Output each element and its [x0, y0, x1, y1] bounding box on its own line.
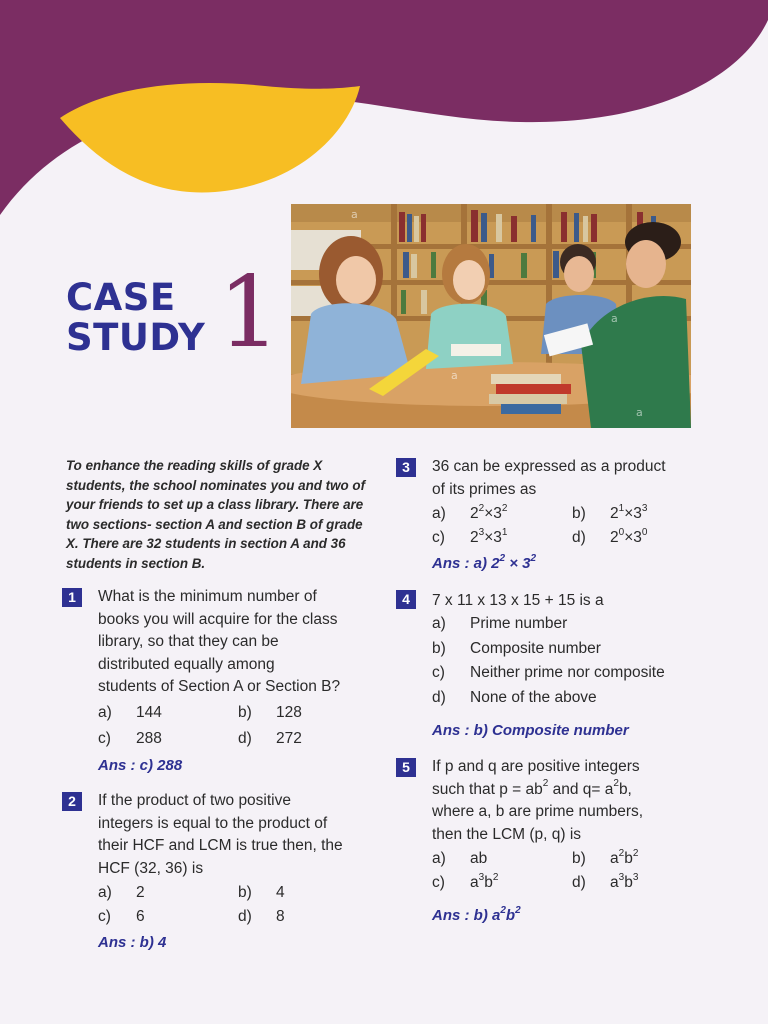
option-c: c) Neither prime nor composite: [432, 664, 665, 681]
option-a: a) 2: [98, 884, 145, 901]
question-text-line: of its primes as: [432, 480, 537, 498]
option-c: c) $a^3b^2$: [432, 871, 499, 891]
option-b: b) 128: [238, 704, 302, 721]
question-text-line: HCF (32, 36) is: [98, 859, 204, 877]
option-c: c) $2^3\times 3^1$: [432, 526, 508, 546]
yellow-wave: [60, 83, 360, 193]
answer-text: Ans : b) $a^2b^2$: [432, 905, 521, 924]
title-line-case: CASE: [66, 276, 176, 319]
answer-text: Ans : b) 4: [98, 934, 167, 951]
question-text-line: distributed equally among: [98, 655, 275, 673]
answer-text: Ans : b) Composite number: [432, 722, 629, 739]
option-b: b) Composite number: [432, 640, 601, 657]
question-number-badge: 1: [62, 588, 82, 607]
question-text-line: then the LCM (p, q) is: [432, 825, 582, 843]
option-b: b) $2^1\times 3^3$: [572, 502, 648, 522]
question-text-line: 36 can be expressed as a product: [432, 458, 666, 475]
answer-text: Ans : c) 288: [98, 757, 183, 774]
option-b: b) $a^2b^2$: [572, 847, 639, 867]
title-line-study: STUDY: [66, 316, 206, 359]
option-d: d) $a^3b^3$: [572, 871, 639, 891]
option-a: a) 144: [98, 704, 162, 721]
svg-text:a: a: [636, 406, 643, 419]
option-c: c) 6: [98, 908, 145, 925]
question-text-line: books you will acquire for the class: [98, 610, 338, 628]
question-text-line: If the product of two positive: [98, 792, 291, 809]
case-study-number: 1: [218, 256, 281, 370]
svg-text:a: a: [351, 208, 358, 221]
question-text-line: If p and q are positive integers: [432, 758, 640, 775]
question-text-line: 7 x 11 x 13 x 15 + 15 is a: [432, 592, 604, 609]
question-number-badge: 2: [62, 792, 82, 811]
book-stack: [489, 374, 571, 414]
option-d: d) $2^0\times 3^0$: [572, 526, 648, 546]
question-text-line: library, so that they can be: [98, 633, 279, 650]
svg-text:a: a: [451, 369, 458, 382]
option-b: b) 4: [238, 884, 285, 901]
students-library-photo: [291, 204, 691, 428]
question-number-badge: 5: [396, 758, 416, 777]
question-text-line: such that $p = ab^2$ and $q= a^2b$,: [432, 778, 632, 798]
question-text-line: where a, b are prime numbers,: [432, 803, 644, 820]
option-a: a) $2^2\times 3^2$: [432, 502, 508, 522]
case-study-intro: To enhance the reading skills of grade X students, the school nominates you and two of your friends to set up a class library. There are two sections- section A and section B of grade X. There are 32 students in section A and 36 students in section B.: [66, 458, 366, 571]
question-text-line: integers is equal to the product of: [98, 814, 328, 832]
option-a: a) ab: [432, 850, 488, 867]
svg-text:a: a: [611, 312, 618, 325]
answer-text: Ans : a) $2^2 \times 3^2$: [432, 553, 537, 572]
page-title: [66, 278, 205, 358]
option-d: d) None of the above: [432, 689, 597, 706]
option-d: d) 8: [238, 908, 285, 925]
question-text-line: students of Section A or Section B?: [98, 678, 341, 695]
option-a: a) Prime number: [432, 615, 568, 632]
question-text-line: their HCF and LCM is true then, the: [98, 837, 343, 854]
option-c: c) 288: [98, 730, 162, 747]
question-text-line: What is the minimum number of: [98, 588, 317, 605]
question-number-badge: 3: [396, 458, 416, 477]
option-d: d) 272: [238, 730, 302, 747]
question-number-badge: 4: [396, 590, 416, 609]
header-wave-decoration: [0, 0, 768, 230]
